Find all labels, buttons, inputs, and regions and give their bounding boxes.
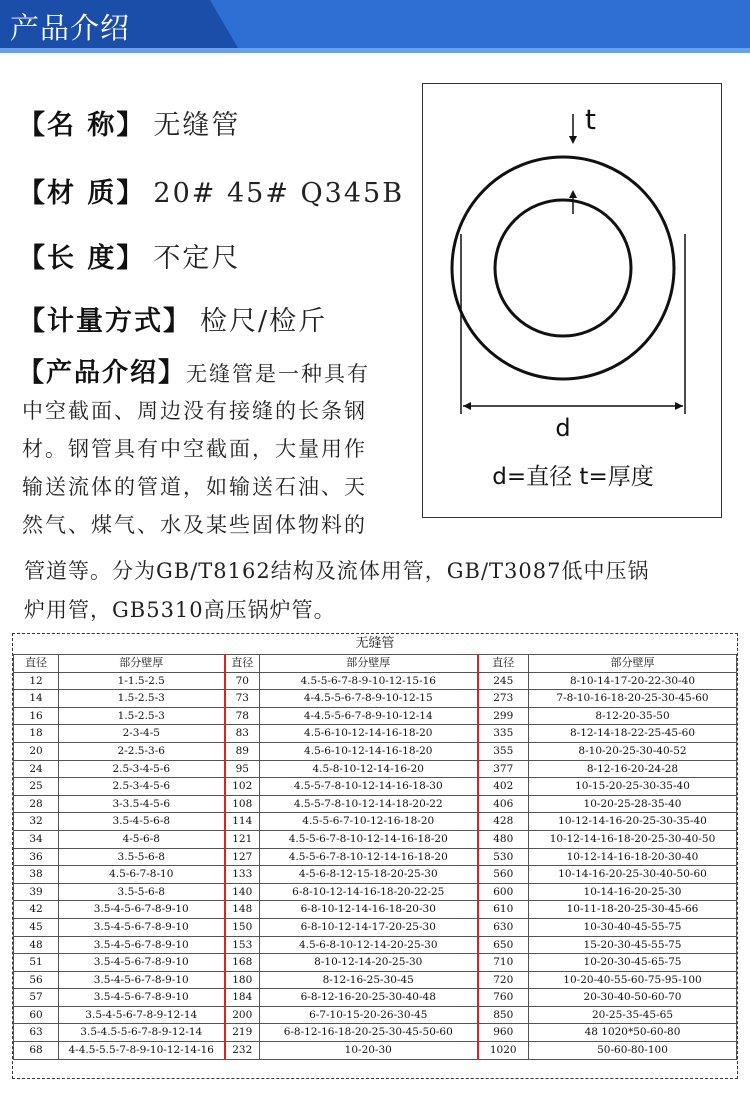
intro-first-line xyxy=(18,355,370,392)
cell-wall-3: 50-60-80-100 xyxy=(529,1042,737,1060)
cell-wall-3: 8-10-20-25-30-40-52 xyxy=(529,742,737,760)
cell-wall-1: 3.5-4-5-6-7-8-9-10 xyxy=(59,989,225,1007)
cell-diameter-2: 148 xyxy=(225,901,260,919)
cell-diameter-2: 95 xyxy=(225,760,260,778)
spec-length-value: 不定尺 xyxy=(153,243,241,274)
cell-wall-2: 6-8-12-16-20-25-30-40-48 xyxy=(260,989,478,1007)
pipe-diagram-svg xyxy=(423,84,723,519)
table-row xyxy=(14,989,737,1007)
cell-diameter-3: 650 xyxy=(478,936,529,954)
cell-diameter-1: 36 xyxy=(14,848,59,866)
table-row xyxy=(14,795,737,813)
table-row xyxy=(14,936,737,954)
table-row xyxy=(14,954,737,972)
cell-diameter-1: 16 xyxy=(14,707,59,725)
thickness-arrowhead-bottom xyxy=(569,190,577,198)
cell-diameter-2: 83 xyxy=(225,725,260,743)
cell-diameter-2: 153 xyxy=(225,936,260,954)
table-row xyxy=(14,742,737,760)
cell-wall-2: 8-12-16-25-30-45 xyxy=(260,971,478,989)
col-header-diameter-2: 直径 xyxy=(225,655,260,673)
cell-diameter-2: 108 xyxy=(225,795,260,813)
cell-wall-1: 3.5-5-6-8 xyxy=(59,883,225,901)
cell-diameter-1: 63 xyxy=(14,1024,59,1042)
cell-diameter-1: 18 xyxy=(14,725,59,743)
spec-length xyxy=(18,236,240,275)
cell-diameter-1: 20 xyxy=(14,742,59,760)
cell-wall-1: 4-4.5-5.5-7-8-9-10-12-14-16 xyxy=(59,1042,225,1060)
cell-diameter-1: 60 xyxy=(14,1006,59,1024)
spec-name-value: 无缝管 xyxy=(153,110,241,141)
cell-diameter-2: 102 xyxy=(225,778,260,796)
table-row xyxy=(14,778,737,796)
cell-diameter-1: 12 xyxy=(14,672,59,690)
cell-wall-1: 1.5-2.5-3 xyxy=(59,707,225,725)
cell-wall-1: 4.5-6-7-8-10 xyxy=(59,866,225,884)
table-row xyxy=(14,918,737,936)
cell-wall-3: 8-10-14-17-20-22-30-40 xyxy=(529,672,737,690)
cell-wall-3: 15-20-30-45-55-75 xyxy=(529,936,737,954)
table-row xyxy=(14,813,737,831)
cell-diameter-1: 45 xyxy=(14,918,59,936)
table-row xyxy=(14,690,737,708)
cell-diameter-3: 299 xyxy=(478,707,529,725)
cell-wall-1: 2-2.5-3-6 xyxy=(59,742,225,760)
cell-wall-2: 10-20-30 xyxy=(260,1042,478,1060)
cell-diameter-1: 28 xyxy=(14,795,59,813)
table-row xyxy=(14,707,737,725)
cell-diameter-1: 57 xyxy=(14,989,59,1007)
col-header-diameter-3: 直径 xyxy=(478,655,529,673)
spec-name xyxy=(18,103,240,142)
pipe-cross-section-diagram xyxy=(422,83,722,518)
cell-diameter-3: 406 xyxy=(478,795,529,813)
cell-wall-2: 4.5-5-7-8-10-12-14-18-20-22 xyxy=(260,795,478,813)
cell-wall-1: 3.5-4.5-5-6-7-8-9-12-14 xyxy=(59,1024,225,1042)
cell-wall-3: 10-20-30-45-65-75 xyxy=(529,954,737,972)
cell-wall-1: 3.5-4-5-6-8 xyxy=(59,813,225,831)
cell-diameter-3: 402 xyxy=(478,778,529,796)
cell-diameter-2: 219 xyxy=(225,1024,260,1042)
cell-diameter-2: 78 xyxy=(225,707,260,725)
cell-wall-1: 3-3.5-4-5-6 xyxy=(59,795,225,813)
cell-diameter-2: 200 xyxy=(225,1006,260,1024)
diameter-arrowhead-right xyxy=(675,402,683,410)
cell-wall-3: 10-12-14-16-20-25-30-35-40 xyxy=(529,813,737,831)
table-row xyxy=(14,901,737,919)
cell-diameter-1: 25 xyxy=(14,778,59,796)
page-title: 产品介绍 xyxy=(10,11,131,45)
header-underline xyxy=(0,48,750,53)
cell-diameter-2: 150 xyxy=(225,918,260,936)
cell-diameter-3: 850 xyxy=(478,1006,529,1024)
spec-material-value: 20# 45# Q345B xyxy=(153,178,405,209)
cell-wall-1: 4-5-6-8 xyxy=(59,830,225,848)
cell-wall-2: 6-8-10-12-14-16-18-20-22-25 xyxy=(260,883,478,901)
col-header-diameter-1: 直径 xyxy=(14,655,59,673)
cell-diameter-3: 335 xyxy=(478,725,529,743)
diameter-arrowhead-left xyxy=(463,402,471,410)
table-row xyxy=(14,725,737,743)
cell-wall-2: 4.5-5-6-7-8-10-12-14-16-18-20 xyxy=(260,830,478,848)
spec-material-label: 【材 质】 xyxy=(18,178,146,209)
cell-diameter-2: 121 xyxy=(225,830,260,848)
cell-wall-3: 20-30-40-50-60-70 xyxy=(529,989,737,1007)
cell-wall-3: 7-8-10-16-18-20-25-30-45-60 xyxy=(529,690,737,708)
cell-diameter-2: 70 xyxy=(225,672,260,690)
cell-diameter-1: 56 xyxy=(14,971,59,989)
table-row xyxy=(14,672,737,690)
cell-diameter-3: 273 xyxy=(478,690,529,708)
table-header-row xyxy=(14,655,737,673)
cell-wall-2: 4-4.5-5-6-7-8-9-10-12-15 xyxy=(260,690,478,708)
thickness-label: t xyxy=(585,103,596,136)
diameter-label: d xyxy=(555,414,571,442)
cell-wall-1: 2.5-3-4-5-6 xyxy=(59,778,225,796)
cell-wall-2: 4-5-6-8-12-15-18-20-25-30 xyxy=(260,866,478,884)
table-row xyxy=(14,1042,737,1060)
cell-wall-3: 10-14-16-20-25-30-40-50-60 xyxy=(529,866,737,884)
cell-wall-2: 4.5-8-10-12-14-16-20 xyxy=(260,760,478,778)
table-row xyxy=(14,1024,737,1042)
cell-diameter-2: 168 xyxy=(225,954,260,972)
table-title: 无缝管 xyxy=(355,636,395,651)
table-row xyxy=(14,1006,737,1024)
cell-wall-3: 10-20-40-55-60-75-95-100 xyxy=(529,971,737,989)
cell-diameter-2: 184 xyxy=(225,989,260,1007)
cell-wall-2: 4.5-5-6-7-8-10-12-14-16-18-20 xyxy=(260,848,478,866)
cell-wall-3: 10-11-18-20-25-30-45-66 xyxy=(529,901,737,919)
cell-diameter-3: 710 xyxy=(478,954,529,972)
cell-diameter-2: 140 xyxy=(225,883,260,901)
cell-diameter-2: 232 xyxy=(225,1042,260,1060)
table-body xyxy=(14,672,737,1059)
cell-wall-2: 4.5-6-8-10-12-14-20-25-30 xyxy=(260,936,478,954)
cell-diameter-3: 600 xyxy=(478,883,529,901)
cell-wall-2: 4-4.5-5-6-7-8-9-10-12-14 xyxy=(260,707,478,725)
cell-diameter-1: 14 xyxy=(14,690,59,708)
spec-measure xyxy=(18,299,327,338)
cell-wall-3: 10-14-16-20-25-30 xyxy=(529,883,737,901)
intro-line-4: 输送流体的管道，如输送石油、天 xyxy=(22,475,367,499)
thickness-arrowhead-top xyxy=(569,136,577,144)
cell-diameter-1: 51 xyxy=(14,954,59,972)
cell-wall-1: 3.5-4-5-6-7-8-9-12-14 xyxy=(59,1006,225,1024)
diagram-legend: d=直径 t=厚度 xyxy=(492,464,654,490)
cell-wall-1: 3.5-4-5-6-7-8-9-10 xyxy=(59,936,225,954)
table-row xyxy=(14,866,737,884)
intro-line-6: 管道等。分为GB/T8162结构及流体用管，GB/T3087低中压锅 xyxy=(24,559,650,583)
cell-diameter-1: 38 xyxy=(14,866,59,884)
cell-wall-1: 3.5-4-5-6-7-8-9-10 xyxy=(59,971,225,989)
cell-wall-3: 10-30-40-45-55-75 xyxy=(529,918,737,936)
intro-line-5: 然气、煤气、水及某些固体物料的 xyxy=(22,513,367,537)
spec-measure-value: 检尺/检斤 xyxy=(200,306,328,337)
intro-line-1: 无缝管是一种具有 xyxy=(186,362,371,386)
cell-diameter-2: 114 xyxy=(225,813,260,831)
cell-diameter-1: 32 xyxy=(14,813,59,831)
table-row xyxy=(14,883,737,901)
cell-diameter-2: 89 xyxy=(225,742,260,760)
cell-diameter-1: 24 xyxy=(14,760,59,778)
cell-wall-1: 3.5-4-5-6-7-8-9-10 xyxy=(59,901,225,919)
spec-name-label: 【名 称】 xyxy=(18,110,146,141)
table-row xyxy=(14,848,737,866)
pipe-spec-table-container xyxy=(12,633,738,1079)
cell-wall-3: 8-12-20-35-50 xyxy=(529,707,737,725)
cell-diameter-3: 760 xyxy=(478,989,529,1007)
pipe-spec-table xyxy=(13,634,737,1060)
cell-diameter-3: 355 xyxy=(478,742,529,760)
cell-wall-3: 10-12-14-16-18-20-30-40 xyxy=(529,848,737,866)
spec-length-label: 【长 度】 xyxy=(18,243,146,274)
cell-diameter-3: 720 xyxy=(478,971,529,989)
cell-wall-2: 4.5-6-10-12-14-16-18-20 xyxy=(260,742,478,760)
cell-wall-2: 6-8-10-12-14-16-18-20-30 xyxy=(260,901,478,919)
cell-wall-2: 4.5-6-10-12-14-16-18-20 xyxy=(260,725,478,743)
spec-measure-label: 【计量方式】 xyxy=(18,306,192,337)
intro-line-3: 材。钢管具有中空截面，大量用作 xyxy=(22,437,367,461)
cell-diameter-2: 180 xyxy=(225,971,260,989)
cell-diameter-3: 428 xyxy=(478,813,529,831)
cell-diameter-3: 610 xyxy=(478,901,529,919)
cell-diameter-1: 39 xyxy=(14,883,59,901)
intro-label: 【产品介绍】 xyxy=(18,358,187,388)
cell-wall-2: 4.5-5-6-7-10-12-16-18-20 xyxy=(260,813,478,831)
cell-wall-1: 1.5-2.5-3 xyxy=(59,690,225,708)
cell-diameter-1: 68 xyxy=(14,1042,59,1060)
cell-diameter-3: 377 xyxy=(478,760,529,778)
cell-diameter-2: 133 xyxy=(225,866,260,884)
intro-line-2: 中空截面、周边没有接缝的长条钢 xyxy=(22,399,367,423)
outer-circle xyxy=(452,157,674,379)
cell-wall-3: 8-12-16-20-24-28 xyxy=(529,760,737,778)
spec-material xyxy=(18,171,404,210)
cell-wall-1: 3.5-4-5-6-7-8-9-10 xyxy=(59,918,225,936)
cell-wall-2: 6-8-10-12-14-17-20-25-30 xyxy=(260,918,478,936)
cell-wall-3: 20-25-35-45-65 xyxy=(529,1006,737,1024)
cell-diameter-3: 1020 xyxy=(478,1042,529,1060)
cell-wall-3: 10-20-25-28-35-40 xyxy=(529,795,737,813)
cell-wall-3: 10-15-20-25-30-35-40 xyxy=(529,778,737,796)
cell-diameter-3: 960 xyxy=(478,1024,529,1042)
cell-diameter-3: 530 xyxy=(478,848,529,866)
col-header-wall-3: 部分壁厚 xyxy=(529,655,737,673)
cell-diameter-2: 127 xyxy=(225,848,260,866)
cell-wall-2: 8-10-12-14-20-25-30 xyxy=(260,954,478,972)
table-row xyxy=(14,760,737,778)
cell-wall-2: 6-8-12-16-18-20-25-30-45-50-60 xyxy=(260,1024,478,1042)
intro-line-7: 炉用管，GB5310高压锅炉管。 xyxy=(24,598,336,622)
cell-wall-1: 2-3-4-5 xyxy=(59,725,225,743)
cell-diameter-1: 34 xyxy=(14,830,59,848)
cell-diameter-3: 560 xyxy=(478,866,529,884)
table-row xyxy=(14,971,737,989)
table-row xyxy=(14,830,737,848)
inner-circle xyxy=(495,200,631,336)
cell-diameter-1: 42 xyxy=(14,901,59,919)
cell-wall-2: 4.5-5-7-8-10-12-14-16-18-30 xyxy=(260,778,478,796)
cell-wall-3: 10-12-14-16-18-20-25-30-40-50 xyxy=(529,830,737,848)
cell-wall-1: 3.5-5-6-8 xyxy=(59,848,225,866)
cell-diameter-3: 245 xyxy=(478,672,529,690)
cell-wall-3: 48 1020*50-60-80 xyxy=(529,1024,737,1042)
cell-wall-3: 8-12-14-18-22-25-45-60 xyxy=(529,725,737,743)
cell-wall-1: 3.5-4-5-6-7-8-9-10 xyxy=(59,954,225,972)
col-header-wall-1: 部分壁厚 xyxy=(59,655,225,673)
cell-diameter-2: 73 xyxy=(225,690,260,708)
cell-diameter-1: 48 xyxy=(14,936,59,954)
cell-wall-1: 1-1.5-2.5 xyxy=(59,672,225,690)
cell-diameter-3: 630 xyxy=(478,918,529,936)
cell-wall-2: 6-7-10-15-20-26-30-45 xyxy=(260,1006,478,1024)
cell-wall-2: 4.5-5-6-7-8-9-10-12-15-16 xyxy=(260,672,478,690)
cell-wall-1: 2.5-3-4-5-6 xyxy=(59,760,225,778)
cell-diameter-3: 480 xyxy=(478,830,529,848)
col-header-wall-2: 部分壁厚 xyxy=(260,655,478,673)
